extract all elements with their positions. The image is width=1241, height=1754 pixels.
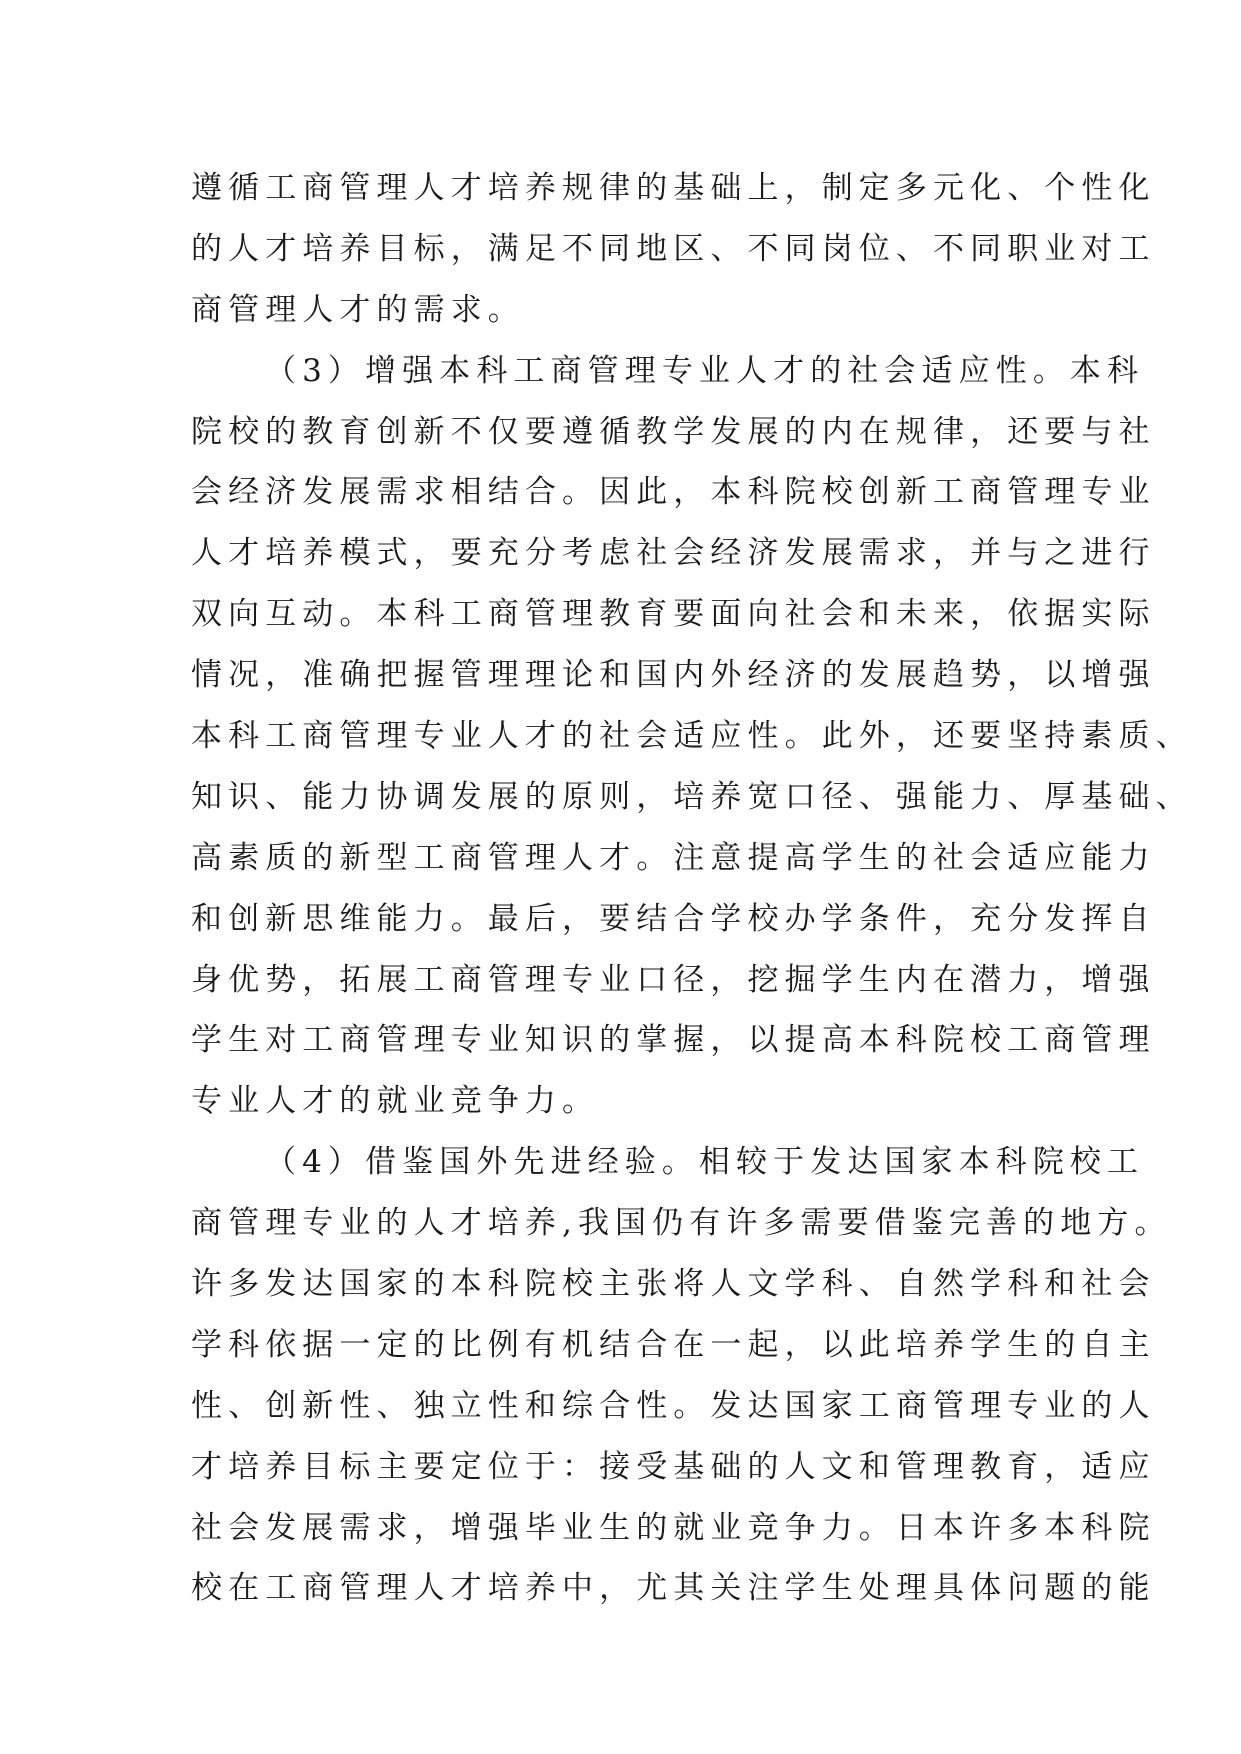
text-line: 会经济发展需求相结合。因此，本科院校创新工商管理专业	[191, 474, 1156, 511]
text-line: 专业人才的就业竞争力。	[191, 1083, 600, 1120]
text-line: 双向互动。本科工商管理教育要面向社会和未来，依据实际	[191, 596, 1156, 633]
text-line: 社会发展需求，增强毕业生的就业竞争力。日本许多本科院	[191, 1509, 1156, 1546]
paragraph-3-first-line: （3）增强本科工商管理专业人才的社会适应性。本科	[265, 352, 1145, 389]
text-line: 院校的教育创新不仅要遵循教学发展的内在规律，还要与社	[191, 413, 1156, 450]
text-line: 校在工商管理人才培养中，尤其关注学生处理具体问题的能	[191, 1570, 1156, 1607]
text-line: 人才培养模式，要充分考虑社会经济发展需求，并与之进行	[191, 535, 1156, 572]
text-line: 情况，准确把握管理理论和国内外经济的发展趋势，以增强	[191, 657, 1156, 694]
text-line: 高素质的新型工商管理人才。注意提高学生的社会适应能力	[191, 839, 1156, 876]
text-line: 身优势，拓展工商管理专业口径，挖掘学生内在潜力，增强	[191, 961, 1156, 998]
text-line: 和创新思维能力。最后，要结合学校办学条件，充分发挥自	[191, 900, 1156, 937]
text-line: 性、创新性、独立性和综合性。发达国家工商管理专业的人	[191, 1387, 1156, 1424]
text-line: 本科工商管理专业人才的社会适应性。此外，还要坚持素质、	[191, 718, 1193, 755]
text-line: 遵循工商管理人才培养规律的基础上，制定多元化、个性化	[191, 170, 1156, 206]
text-line: 学生对工商管理专业知识的掌握，以提高本科院校工商管理	[191, 1022, 1156, 1059]
text-line: 商管理人才的需求。	[191, 291, 525, 328]
text-line: 学科依据一定的比例有机结合在一起，以此培养学生的自主	[191, 1326, 1156, 1363]
text-line: 许多发达国家的本科院校主张将人文学科、自然学科和社会	[191, 1266, 1156, 1303]
text-line: 的人才培养目标，满足不同地区、不同岗位、不同职业对工	[191, 230, 1156, 267]
text-line: 知识、能力协调发展的原则，培养宽口径、强能力、厚基础、	[191, 778, 1193, 815]
paragraph-4-first-line: （4）借鉴国外先进经验。相较于发达国家本科院校工	[265, 1144, 1145, 1181]
body-text	[191, 158, 1193, 1619]
text-line: 商管理专业的人才培养,我国仍有许多需要借鉴完善的地方。	[191, 1205, 1172, 1242]
text-line: 才培养目标主要定位于：接受基础的人文和管理教育，适应	[191, 1448, 1156, 1485]
